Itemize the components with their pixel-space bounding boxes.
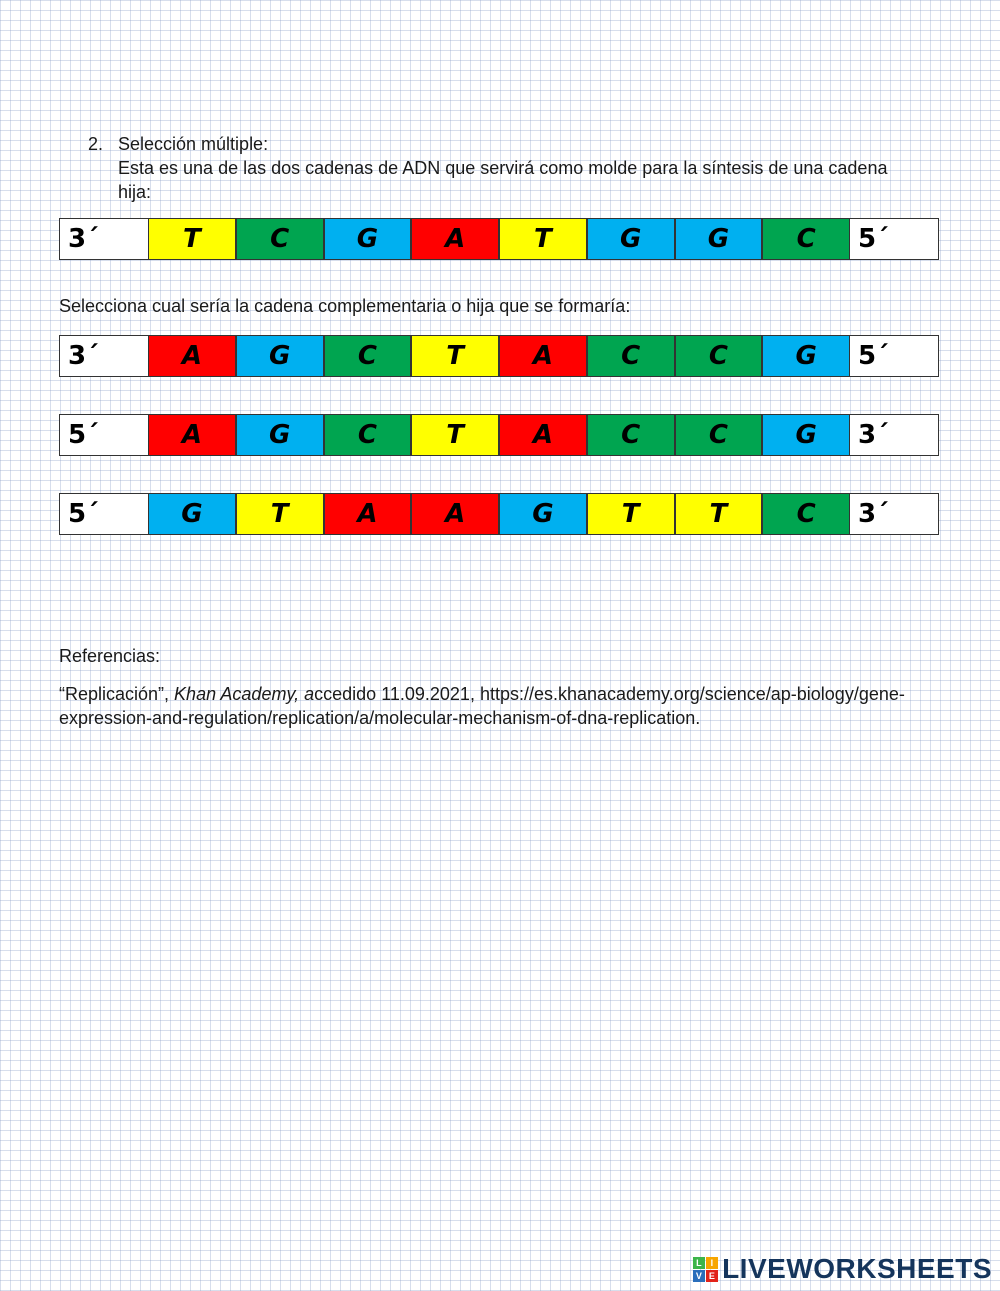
base-cell: A xyxy=(411,494,499,534)
base-cell: T xyxy=(499,219,587,259)
strand-end-right: 5´ xyxy=(858,224,890,254)
strand-end-left: 5´ xyxy=(68,420,100,450)
base-cell: C xyxy=(324,415,412,455)
base-cell: G xyxy=(499,494,587,534)
base-cell: A xyxy=(324,494,412,534)
base-cell: G xyxy=(587,219,675,259)
base-cell: C xyxy=(675,336,763,376)
base-cell: G xyxy=(675,219,763,259)
base-cell: A xyxy=(148,415,236,455)
option-strand-3[interactable] xyxy=(59,493,939,535)
logo-mark-icon xyxy=(693,1257,718,1282)
base-cell: G xyxy=(236,415,324,455)
question-description: Esta es una de las dos cadenas de ADN que servirá como molde para la síntesis de una cadena hija: xyxy=(118,158,888,202)
base-cell: A xyxy=(499,336,587,376)
question-title: Selección múltiple: xyxy=(118,134,269,154)
strand-end-right: 5´ xyxy=(858,341,890,371)
strand-end-right: 3´ xyxy=(858,499,890,529)
answer-prompt: Selecciona cual sería la cadena complementaria o hija que se formaría: xyxy=(59,296,631,316)
reference-accessed: ccedido xyxy=(314,684,377,704)
base-cell: A xyxy=(411,219,499,259)
base-cell: C xyxy=(762,494,850,534)
base-cell: T xyxy=(236,494,324,534)
reference-prefix: “Replicación”, xyxy=(59,684,175,704)
base-cell: T xyxy=(587,494,675,534)
question-block xyxy=(88,132,908,204)
base-cell: G xyxy=(148,494,236,534)
reference-source: Khan Academy, a xyxy=(174,684,315,704)
base-cell: C xyxy=(236,219,324,259)
strand-end-left: 3´ xyxy=(68,341,100,371)
base-cell: C xyxy=(324,336,412,376)
base-cell: G xyxy=(762,336,850,376)
base-cell: A xyxy=(148,336,236,376)
base-cell: G xyxy=(762,415,850,455)
base-cell: G xyxy=(236,336,324,376)
logo-mark-letter: I xyxy=(706,1257,718,1269)
logo-mark-letter: E xyxy=(706,1270,718,1282)
base-cell: T xyxy=(411,415,499,455)
strand-end-right: 3´ xyxy=(858,420,890,450)
base-cell: C xyxy=(587,336,675,376)
option-strand-2[interactable] xyxy=(59,414,939,456)
strand-end-left: 3´ xyxy=(68,224,100,254)
base-cell: G xyxy=(324,219,412,259)
liveworksheets-logo xyxy=(693,1253,992,1285)
base-cell: C xyxy=(762,219,850,259)
base-cell: T xyxy=(675,494,763,534)
logo-mark-letter: L xyxy=(693,1257,705,1269)
base-cell: T xyxy=(148,219,236,259)
logo-text: LIVEWORKSHEETS xyxy=(722,1253,992,1284)
base-cell: T xyxy=(411,336,499,376)
question-number: 2. xyxy=(88,134,104,154)
references-title: Referencias: xyxy=(59,646,161,666)
logo-mark-letter: V xyxy=(693,1270,705,1282)
option-strand-1[interactable] xyxy=(59,335,939,377)
strand-end-left: 5´ xyxy=(68,499,100,529)
base-cell: C xyxy=(587,415,675,455)
reference-rest: 11.09.2021, https://es.khanacademy.org/science/ap-biology/gene-expression-and-regulation/replication/a/molecular-mechanism-of-dna-replication. xyxy=(59,684,905,728)
base-cell: C xyxy=(675,415,763,455)
reference-entry xyxy=(59,682,919,730)
template-strand xyxy=(59,218,939,260)
base-cell: A xyxy=(499,415,587,455)
